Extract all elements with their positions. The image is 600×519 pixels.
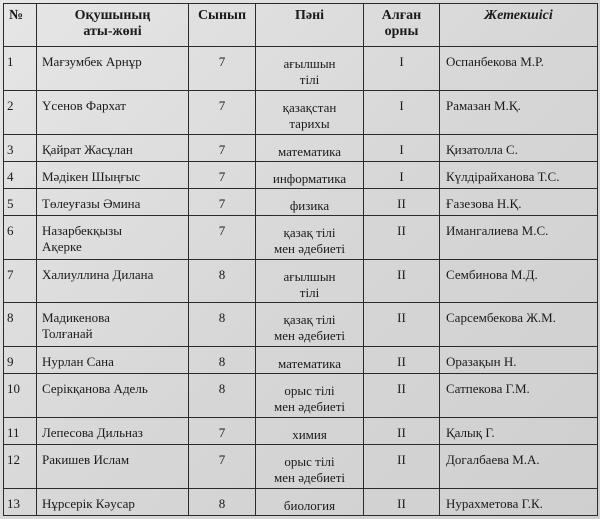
- student-name: [37, 445, 189, 489]
- subject-line1: информатика: [272, 170, 347, 186]
- teacher: Ғазезова Н.Қ.: [440, 188, 598, 215]
- subject-line2: мен әдебиеті: [274, 470, 345, 486]
- header-num: №: [4, 4, 37, 47]
- row-number: 10: [4, 374, 37, 418]
- header-name: [37, 4, 189, 47]
- subject: [256, 417, 364, 444]
- place: I: [364, 161, 440, 188]
- grade: 8: [189, 488, 256, 515]
- results-table: [3, 3, 598, 516]
- table-row: [4, 488, 598, 515]
- subject-line2: тарихы: [289, 115, 330, 131]
- grade: 8: [189, 374, 256, 418]
- student-name: [37, 488, 189, 515]
- place: II: [364, 445, 440, 489]
- subject: [256, 303, 364, 347]
- place: I: [364, 134, 440, 161]
- student-name: [37, 259, 189, 303]
- header-place-line2: орны: [384, 24, 419, 39]
- subject-line2: тілі: [299, 72, 320, 87]
- header-row: [4, 4, 598, 47]
- student-name: [37, 90, 189, 134]
- subject-line1: ағылшын: [283, 268, 336, 284]
- teacher: Имангалиева М.С.: [440, 215, 598, 259]
- teacher: Қалық Г.: [440, 417, 598, 444]
- subject: [256, 161, 364, 188]
- table-row: [4, 374, 598, 418]
- grade: 7: [189, 134, 256, 161]
- row-number: 9: [4, 347, 37, 374]
- place: II: [364, 259, 440, 303]
- subject: [256, 445, 364, 489]
- student-name: [37, 347, 189, 374]
- subject: [256, 90, 364, 134]
- subject-line1: орыс тілі: [284, 454, 335, 470]
- teacher: Сембинова М.Д.: [440, 259, 598, 303]
- student-name-line2: Ақерке: [42, 238, 82, 254]
- student-name-line1: Мәдікен Шыңғыс: [42, 168, 141, 184]
- place: II: [364, 374, 440, 418]
- row-number: 6: [4, 215, 37, 259]
- table-row: [4, 215, 598, 259]
- header-place: [364, 4, 440, 47]
- row-number: 11: [4, 417, 37, 444]
- row-number: 8: [4, 303, 37, 347]
- student-name-line1: Серікқанова Адель: [42, 381, 148, 397]
- table-row: [4, 161, 598, 188]
- grade: 7: [189, 417, 256, 444]
- header-teacher: Жетекшісі: [440, 4, 598, 47]
- subject-line1: ағылшын: [283, 56, 336, 71]
- place: II: [364, 188, 440, 215]
- teacher: Рамазан М.Қ.: [440, 90, 598, 134]
- row-number: 2: [4, 90, 37, 134]
- student-name-line1: Төлеуғазы Әмина: [42, 195, 141, 211]
- table-row: [4, 134, 598, 161]
- student-name-line1: Үсенов Фархат: [42, 97, 126, 113]
- teacher: Нурахметова Г.К.: [440, 488, 598, 515]
- subject: [256, 188, 364, 215]
- teacher: Оспанбекова М.Р.: [440, 47, 598, 91]
- table-row: [4, 188, 598, 215]
- table-row: [4, 259, 598, 303]
- teacher: Сарсембекова Ж.М.: [440, 303, 598, 347]
- teacher: Күлдірайханова Т.С.: [440, 161, 598, 188]
- subject-line1: физика: [289, 197, 330, 213]
- teacher: Оразақын Н.: [440, 347, 598, 374]
- grade: 7: [189, 188, 256, 215]
- table-row: [4, 445, 598, 489]
- subject: [256, 47, 364, 91]
- header-place-line1: Алған: [381, 8, 422, 23]
- student-name: [37, 374, 189, 418]
- student-name-line1: Ракишев Ислам: [42, 452, 130, 468]
- place: II: [364, 347, 440, 374]
- subject-line2: мен әдебиеті: [274, 399, 345, 415]
- grade: 8: [189, 259, 256, 303]
- student-name: [37, 303, 189, 347]
- header-grade: Сынып: [189, 4, 256, 47]
- subject-line2: мен әдебиеті: [274, 328, 345, 344]
- subject: [256, 134, 364, 161]
- row-number: 5: [4, 188, 37, 215]
- grade: 8: [189, 303, 256, 347]
- subject-line2: мен әдебиеті: [274, 240, 345, 256]
- grade: 7: [189, 90, 256, 134]
- row-number: 12: [4, 445, 37, 489]
- teacher: Догалбаева М.А.: [440, 445, 598, 489]
- table-row: [4, 303, 598, 347]
- teacher: Сатпекова Г.М.: [440, 374, 598, 418]
- student-name-line2: Толғанай: [42, 326, 93, 342]
- subject: [256, 259, 364, 303]
- place: II: [364, 488, 440, 515]
- student-name-line1: Халиуллина Дилана: [42, 266, 154, 282]
- row-number: 13: [4, 488, 37, 515]
- subject-line1: биология: [283, 497, 336, 513]
- grade: 7: [189, 445, 256, 489]
- grade: 7: [189, 47, 256, 91]
- subject: [256, 374, 364, 418]
- header-name-line2: аты-жөні: [83, 24, 142, 39]
- student-name: [37, 161, 189, 188]
- subject: [256, 488, 364, 515]
- student-name: [37, 215, 189, 259]
- header-name-line1: Оқушының: [74, 8, 151, 23]
- student-name: [37, 134, 189, 161]
- row-number: 7: [4, 259, 37, 303]
- subject-line1: математика: [277, 356, 342, 372]
- student-name: [37, 188, 189, 215]
- student-name-line1: Мағзумбек Арнұр: [42, 54, 142, 69]
- place: I: [364, 47, 440, 91]
- student-name: [37, 47, 189, 91]
- student-name-line1: Лепесова Дильназ: [42, 424, 143, 440]
- table-row: [4, 90, 598, 134]
- subject-line1: қазақстан: [282, 99, 337, 115]
- subject-line1: математика: [277, 143, 342, 159]
- table-row: [4, 347, 598, 374]
- student-name: [37, 417, 189, 444]
- subject-line1: орыс тілі: [284, 383, 335, 399]
- place: II: [364, 215, 440, 259]
- place: I: [364, 90, 440, 134]
- table-row: [4, 417, 598, 444]
- grade: 7: [189, 215, 256, 259]
- header-subject: Пәні: [256, 4, 364, 47]
- place: II: [364, 303, 440, 347]
- student-name-line1: Қайрат Жасұлан: [42, 141, 133, 157]
- subject-line1: қазақ тілі: [283, 312, 336, 328]
- subject-line1: химия: [292, 426, 327, 442]
- student-name-line1: Назарбекқызы: [42, 222, 123, 238]
- grade: 7: [189, 161, 256, 188]
- subject: [256, 215, 364, 259]
- subject-line2: тілі: [299, 284, 320, 300]
- student-name-line1: Нұрсерік Кәусар: [42, 495, 135, 511]
- teacher: Қизатолла С.: [440, 134, 598, 161]
- subject: [256, 347, 364, 374]
- row-number: 3: [4, 134, 37, 161]
- place: II: [364, 417, 440, 444]
- student-name-line1: Мадикенова: [42, 310, 110, 326]
- row-number: 1: [4, 47, 37, 91]
- table-row: [4, 47, 598, 91]
- student-name-line1: Нурлан Сана: [42, 354, 114, 370]
- subject-line1: қазақ тілі: [283, 224, 336, 240]
- row-number: 4: [4, 161, 37, 188]
- grade: 8: [189, 347, 256, 374]
